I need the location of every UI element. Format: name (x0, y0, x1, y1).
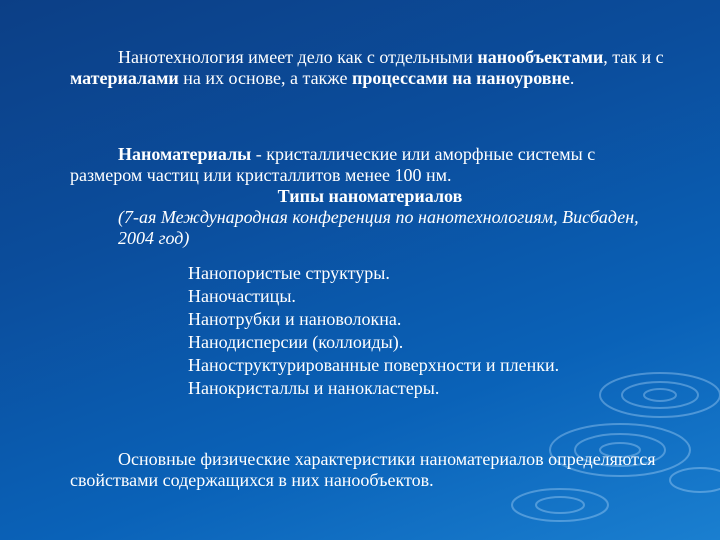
intro-paragraph (70, 47, 670, 89)
definition-paragraph (70, 144, 670, 249)
list-item: Наночастицы. (188, 286, 296, 306)
types-list (70, 262, 670, 400)
definition-term: Наноматериалы (118, 144, 252, 164)
intro-text-1: Нанотехнология имеет дело как с отдельными (118, 47, 478, 67)
intro-text-2: , так и с (603, 47, 664, 67)
list-item: Нанодисперсии (коллоиды). (188, 332, 404, 352)
conclusion-paragraph (70, 449, 670, 491)
intro-bold-nanoobjects: нанообъектами (477, 47, 604, 67)
list-item: Наноструктурированные поверхности и пленки. (188, 355, 560, 375)
intro-bold-processes: процессами на наноуровне (352, 68, 570, 88)
types-source: (7-ая Международная конференция по нанотехнологиям, Висбаден, 2004 год) (118, 207, 639, 248)
types-heading: Типы наноматериалов (277, 186, 463, 206)
conclusion-text: Основные физические характеристики наноматериалов определяются свойствами содержащихся в них нанообъектов. (70, 449, 656, 490)
intro-text-3: на их основе, а также (178, 68, 352, 88)
intro-bold-materials: материалами (70, 68, 179, 88)
definition-text: - кристаллические или аморфные системы с размером частиц или кристаллитов менее 100 нм. (70, 144, 596, 185)
intro-text-4: . (569, 68, 575, 88)
list-item: Нанотрубки и нановолокна. (188, 309, 402, 329)
list-item: Нанопористые структуры. (188, 263, 390, 283)
list-item: Нанокристаллы и нанокластеры. (188, 378, 440, 398)
